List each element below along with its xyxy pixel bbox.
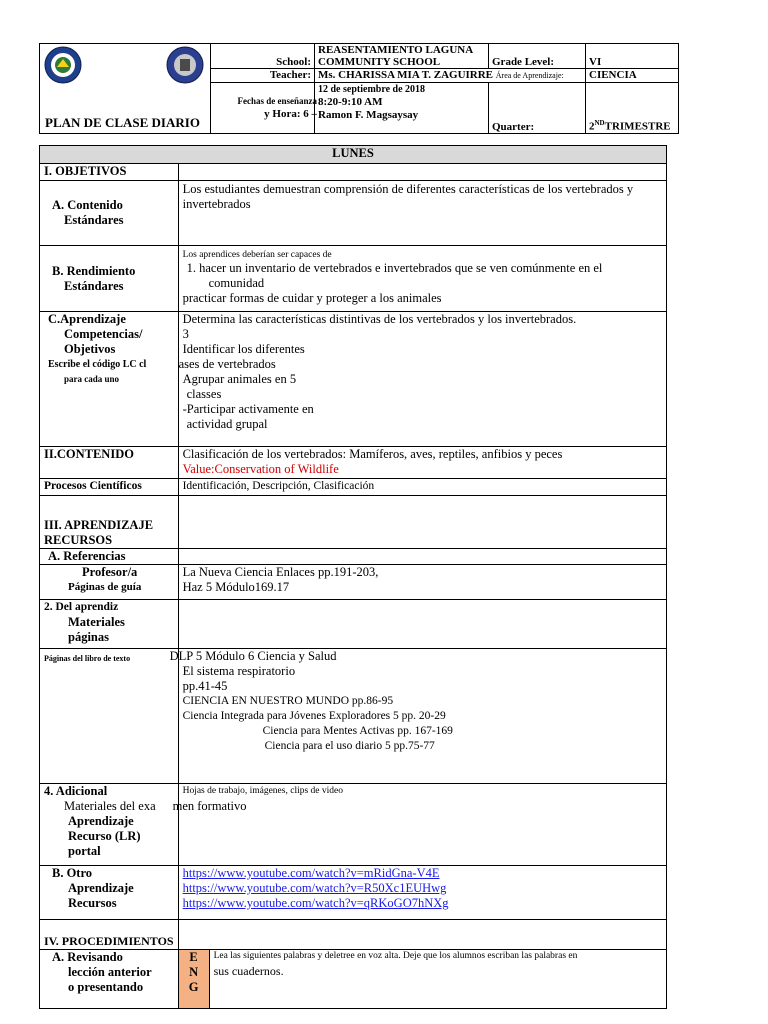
procesos-text: Identificación, Descripción, Clasificación [178,479,666,496]
referencias-label: A. Referencias [40,549,179,565]
school-value: REASENTAMIENTO LAGUNA COMMUNITY SCHOOL [315,44,489,69]
recursos-value [178,496,666,549]
contenido-text: Clasificación de los vertebrados: Mamíferos, aves, reptiles, anfibios y peces Value:Conservation of Wildlife [178,447,666,479]
header-table [39,43,679,134]
competencias-text: Determina las características distintivas de los vertebrados y los invertebrados. 3 Identificar los diferentes ases de vertebrados Agrupar animales en 5 classes -Participar activamente en actividad grupal [178,312,666,447]
adicional-label: 4. Adicional Materiales del exa Aprendizaje Recurso (LR) portal [40,784,179,866]
recursos-label: III. APRENDIZAJE RECURSOS [40,496,179,549]
referencias-value [178,549,666,565]
profesor-label: Profesor/a Páginas de guía [40,565,179,600]
teacher-label: Teacher: [211,69,315,83]
procedimientos-value [178,920,666,950]
grade-value: VI [586,44,679,69]
objetivos-value [178,164,666,181]
school-seal-icon [166,46,204,84]
quarter-label: Quarter: [489,83,586,134]
plan-title: PLAN DE CLASE DIARIO [45,115,200,130]
date-value-cell: 12 de septiembre de 2018 8:20-9:10 AM Ramon F. Magsaysay [315,83,489,134]
area-value: CIENCIA [586,69,679,83]
revisando-cell [178,950,666,1009]
lesson-plan-table [39,145,667,1009]
contenido-estandares-text: Los estudiantes demuestran comprensión de diferentes características de los vertebrados y invertebrados [178,181,666,246]
school-label: School: [211,44,315,69]
revisando-text: Lea las siguientes palabras y deletree en voz alta. Deje que los alumnos escriban las palabras en sus cuadernos. [213,951,578,978]
profesor-text: La Nueva Ciencia Enlaces pp.191-203, Haz 5 Módulo169.17 [178,565,666,600]
alumno-value [178,600,666,649]
alumno-label: 2. Del aprendiz Materiales páginas [40,600,179,649]
quarter-value: 2NDTRIMESTRE [586,83,679,134]
procedimientos-label: IV. PROCEDIMIENTOS [40,920,179,950]
eng-tag: E N G [179,950,210,1008]
otro-label: B. Otro Aprendizaje Recursos [40,866,179,920]
contenido-label: II.CONTENIDO [40,447,179,479]
objetivos-label: I. OBJETIVOS [40,164,179,181]
teacher-value: Ms. CHARISSA MIA T. ZAGUIRRE Área de Aprendizaje: [315,69,586,83]
contenido-estandares-label: A. Contenido Estándares [40,181,179,246]
libro-text: DLP 5 Módulo 6 Ciencia y Salud El sistema respiratorio pp.41-45 CIENCIA EN NUESTRO MUNDO pp.86-95 Ciencia Integrada para Jóvenes Exploradores 5 pp. 20-29 Ciencia para Mentes Activas pp. 167-169 Ciencia para el uso diario 5 pp.75-77 [178,649,666,784]
adicional-text: Hojas de trabajo, imágenes, clips de video men formativo [178,784,666,866]
procesos-label: Procesos Científicos [40,479,179,496]
value-text: Value:Conservation of Wildlife [182,462,339,476]
rendimiento-label: B. Rendimiento Estándares [40,246,179,312]
grade-label: Grade Level: [489,44,586,69]
day-header: LUNES [40,146,667,164]
date-label-cell: Fechas de enseñanza y Hora: 6 – [211,83,315,134]
logo-cell [40,44,211,134]
youtube-link-3[interactable]: https://www.youtube.com/watch?v=qRKoGO7hNXg [182,896,449,910]
youtube-link-1[interactable]: https://www.youtube.com/watch?v=mRidGna-V4E [182,866,440,880]
rendimiento-text: Los aprendices deberían ser capaces de 1. hacer un inventario de vertebrados e invertebrados que se ven comúnmente en el comunidad practicar formas de cuidar y proteger a los animales [178,246,666,312]
youtube-link-2[interactable]: https://www.youtube.com/watch?v=R50Xc1EUHwg [182,881,447,895]
deped-seal-icon [44,46,82,84]
libro-label: Páginas del libro de texto [40,649,179,784]
competencias-label: C.Aprendizaje Competencias/ Objetivos Escribe el código LC cl para cada uno [40,312,179,447]
otro-links [178,866,666,920]
revisando-label: A. Revisando lección anterior o presentando [40,950,179,1009]
